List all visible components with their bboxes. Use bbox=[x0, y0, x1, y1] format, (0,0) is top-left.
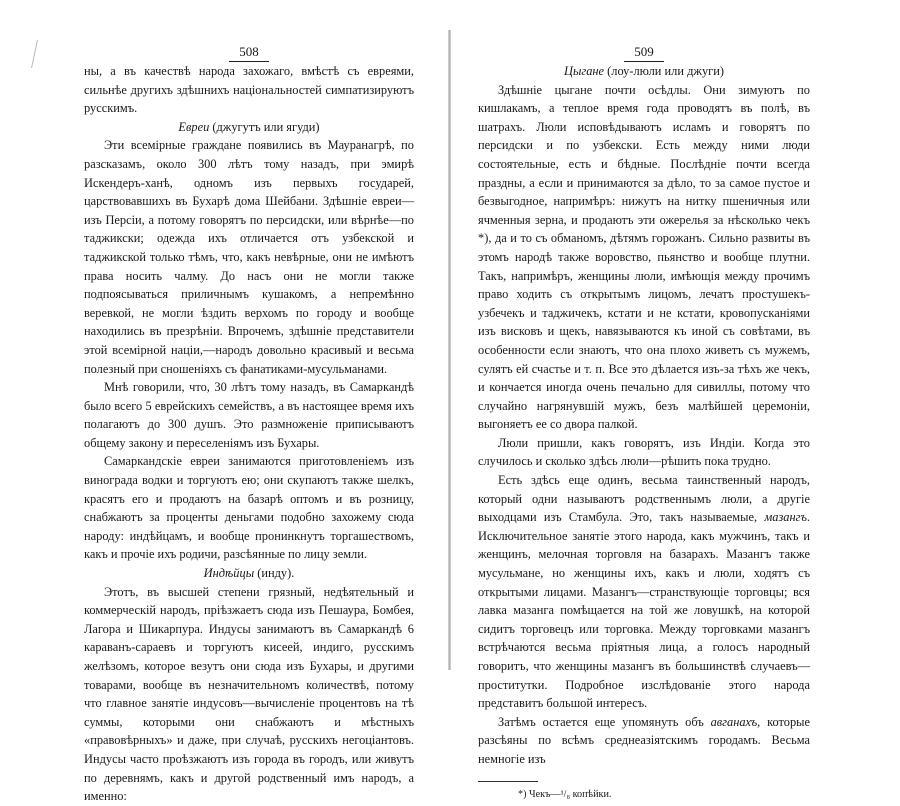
page-number-left: 508 bbox=[84, 44, 414, 62]
paragraph-text: . Исключительное занятіе этого народа, какъ мужчинъ, такъ и женщинъ, мелочная торговля на базарахъ. Мазангъ также мусульмане, но женщины ихъ, какъ и люли, ходятъ съ открытыми лицами. Мазангъ—странствующіе торговцы; вся лавка мазанга помѣщается на той же ловушкѣ, на которой сидитъ торговецъ или торговка. Между торговками мазангъ встрѣчаются весьма пріятныя лица, а голосъ народный говоритъ, что женщины мазангъ въ большинствѣ случаевъ—проститутки. Подробное изслѣдованіе этого народа представитъ большой интересъ. bbox=[478, 510, 810, 711]
paragraph: Самаркандскіе евреи занимаются приготовленіемъ изъ винограда водки и торгуютъ ею; они скупаютъ также шелкъ, красятъ его и продаютъ на базарѣ оптомъ и въ розницу, снабжаютъ за проценты деньгами подобно захожему сюда народу: индѣйцамъ, и вообще пронинкнутъ торгашествомъ, какъ и прочіе ихъ родичи, разсѣянные по лицу земли. bbox=[84, 454, 414, 562]
section-title: Евреи bbox=[178, 119, 210, 134]
paragraph: Здѣшніе цыгане почти осѣдлы. Они зимуютъ по кишлакамъ, а теплое время года проводятъ въ полѣ, въ шатрахъ. Люли исповѣдываютъ исламъ и говорятъ по персидски и по узбекски. Есть между ними люди состоятельные, есть и бѣдные. Послѣдніе почти всегда праздны, а если и принимаются за дѣло, то за самое пустое и безвыгодное, напримѣръ: нижутъ на нитку пшеничныя или ячменныя зерна, и продаютъ эти ожерелья за нѣсколько чекъ *), да и то съ обманомъ, дѣтямъ горожанъ. Сильно развиты въ этомъ народѣ также воровство, пьянство и вообще плутни. Такъ, напримѣръ, женщины люли, имѣющія между прочимъ право ходить съ открытымъ лицомъ, лечатъ простушекъ-узбечекъ и таджичекъ, кстати и не кстати, кровопусканіями изъ висковъ и щекъ, навязываются къ иной съ совѣтами, въ особенности если знаютъ, что она плохо живетъ съ мужемъ, сулятъ ей счастье и т. п. Все это дѣлается изъ-за тѣхъ же чекъ, и кончается иногда очень печально для сивиллы, потому что случайно нагрянувшій мужъ, безъ малѣйшей церемоніи, выгоняетъ ее со двора палкой. bbox=[478, 82, 810, 432]
section-heading bbox=[478, 62, 810, 81]
right-page bbox=[478, 44, 810, 802]
paragraph bbox=[478, 713, 810, 769]
paragraph: Эти всемірные граждане появились въ Мауранагрѣ, по разсказамъ, около 300 лѣтъ тому назадъ, при эмирѣ Искендеръ-ханѣ, одномъ изъ первыхъ государей, царствовавшихъ въ Бухарѣ дома Шейбани. Здѣшніе евреи—изъ Персіи, а потому говорятъ по персидски, или вѣрнѣе—по таджикски; одежда ихъ отличается отъ узбекской и таджикской только тѣмъ, что, какъ невѣрные, они не имѣютъ права носить чалму. До насъ они не могли также подпоясываться приличнымъ кушакомъ, а непремѣнно веревкой, не могли ѣздить верхомъ по городу и вообще находились въ презрѣніи. Впрочемъ, здѣшніе представители этой всемірной націи,—народъ довольно красивый и весьма полезный при сношеніяхъ съ фанатиками-мусульманами. bbox=[84, 138, 414, 376]
paragraph bbox=[478, 471, 810, 713]
margin-pencil-mark bbox=[31, 40, 54, 68]
paragraph-text: , которые разсѣяны по всѣмъ среднеазіятскимъ городамъ. Весьма немногіе изъ bbox=[478, 714, 810, 766]
footnote-divider bbox=[478, 781, 538, 782]
book-gutter bbox=[448, 30, 451, 670]
section-title: Индѣйцы bbox=[203, 566, 255, 581]
section-subtitle: (инду). bbox=[257, 566, 295, 581]
left-page-text bbox=[84, 62, 414, 806]
paragraph-text: Затѣмъ остается еще упомянуть объ bbox=[498, 714, 711, 729]
left-page bbox=[84, 44, 414, 806]
paragraph: Этотъ, въ высшей степени грязный, недѣятельный и коммерческій народъ, пріѣзжаетъ сюда изъ Пешаура, Бомбея, Лагора и Шикарпура. Индусы занимаютъ въ Самаркандѣ 6 караванъ-сараевъ и торгуютъ кисеей, индиго, русскимъ желѣзомъ, которое везутъ они сюда изъ Бухары, и другими товарами, вообще въ незначительномъ количествѣ, потому что главное занятіе индусовъ—вычисленіе процентовъ на тѣ суммы, которыми они снабжаютъ и мѣстныхъ «правовѣрныхъ» и даже, при случаѣ, русскихъ негоціантовъ. Индусы часто проѣзжаютъ изъ города въ городъ, или живутъ по деревнямъ, какъ и другой родственный имъ народъ, а именно: bbox=[84, 584, 414, 804]
section-subtitle: (джугутъ или ягуди) bbox=[212, 119, 320, 134]
page-number-right: 509 bbox=[478, 44, 810, 62]
emphasized-term: мазангъ bbox=[764, 510, 807, 525]
footnote: *) Чекъ—¹/₈ копѣйки. bbox=[518, 788, 612, 800]
section-heading bbox=[84, 118, 414, 137]
paragraph: Люли пришли, какъ говорятъ, изъ Индіи. Когда это случилось и сколько здѣсь люли—рѣшить пока трудно. bbox=[478, 435, 810, 469]
emphasized-term: авганахъ bbox=[710, 714, 758, 729]
paragraph: ны, а въ качествѣ народа захожаго, вмѣстѣ съ евреями, сильнѣе другихъ здѣшнихъ національностей симпатизируютъ русскимъ. bbox=[84, 64, 414, 116]
section-subtitle: (лоу-люли или джуги) bbox=[607, 64, 724, 78]
section-title: Цыгане bbox=[564, 64, 605, 78]
paragraph-text: Есть здѣсь еще одинъ, весьма таинственный народъ, который одни называютъ родственнымъ люли, а другіе выходцами изъ Стамбула. Это, такъ называемые, bbox=[478, 473, 810, 525]
paragraph: Мнѣ говорили, что, 30 лѣтъ тому назадъ, въ Самаркандѣ было всего 5 еврейскихъ семействъ, а въ настоящее время ихъ полагаютъ до 300 душъ. Это размноженіе приписываютъ общему закону и переселеніямъ изъ Бухары. bbox=[84, 380, 414, 450]
section-heading bbox=[84, 564, 414, 583]
right-page-text bbox=[478, 62, 810, 769]
